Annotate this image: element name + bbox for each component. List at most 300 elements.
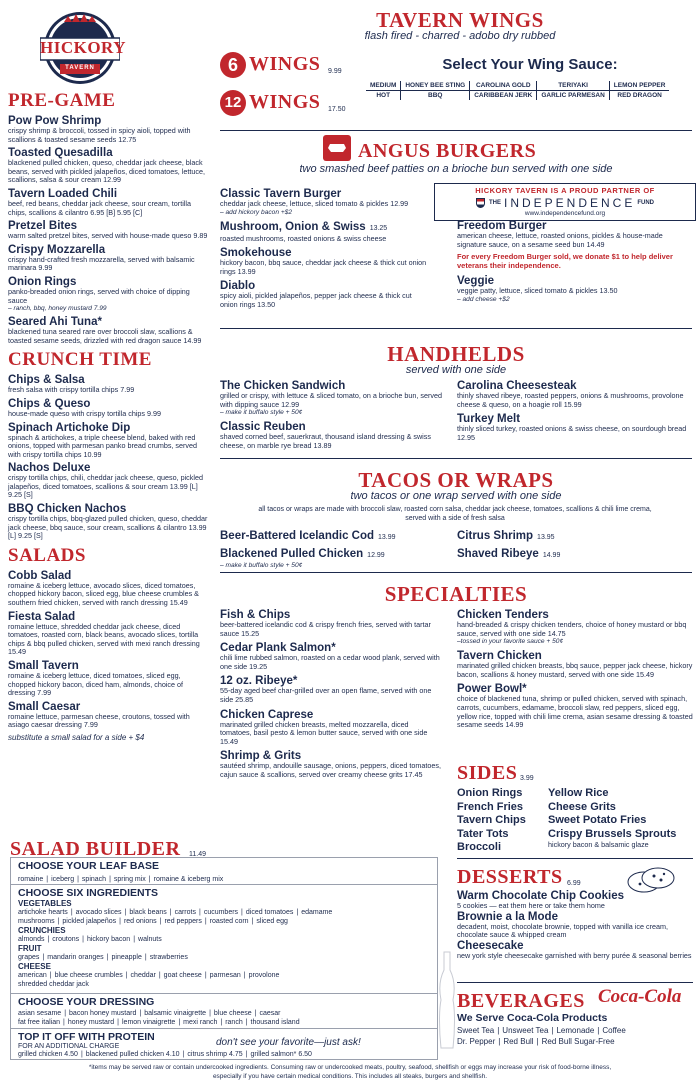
menu-item-desc: spinach & artichokes, a triple cheese blend, baked with red onions, topped with parmesan panko bread crumbs, served with crispy tortilla chips 10.99 — [8, 432, 197, 459]
menu-item — [8, 660, 208, 698]
separator: | — [106, 954, 109, 961]
menu-item — [8, 188, 208, 217]
salads-heading: SALADS — [8, 544, 86, 566]
dressing-title: CHOOSE YOUR DRESSING — [18, 996, 155, 1008]
flag-shield-icon — [476, 198, 485, 208]
separator: | — [159, 918, 162, 925]
twelve-count-badge: 12 — [220, 90, 246, 116]
beverage-item: Coffee — [602, 1026, 626, 1035]
desserts-list — [457, 890, 695, 960]
fruit-options — [18, 953, 430, 962]
option: edamame — [301, 909, 333, 916]
left-column — [8, 90, 208, 742]
menu-item — [457, 940, 695, 961]
menu-item-price: 13.25 — [369, 224, 388, 232]
menu-item-desc: panko-breaded onion rings, served with choice of dipping sauce — [8, 286, 190, 305]
option: mandarin oranges — [47, 954, 104, 961]
menu-item-note: – make it buffalo style + 50¢ — [220, 409, 303, 417]
menu-item — [457, 911, 695, 940]
sauce-option: TERIYAKI — [537, 81, 609, 91]
divider — [220, 328, 692, 329]
option: blue cheese crumbles — [54, 972, 123, 979]
menu-item-name: Classic Tavern Burger — [220, 188, 342, 200]
vegetables-label: VEGETABLES — [18, 899, 72, 908]
separator: | — [109, 876, 111, 883]
menu-item-name: Warm Chocolate Chip Cookies — [457, 890, 624, 902]
veggie-note: – add cheese +$2 — [457, 295, 510, 303]
menu-item-name: Diablo — [220, 280, 256, 293]
menu-item — [457, 683, 693, 729]
menu-item — [220, 750, 442, 779]
menu-item-name: Beer-Battered Icelandic Cod 13.99 — [220, 530, 396, 542]
beverage-item: Sweet Tea — [457, 1026, 495, 1035]
coca-cola-logo: Coca-Cola — [598, 986, 682, 1007]
option: pickled jalapeños — [62, 918, 117, 925]
separator: | — [80, 1051, 83, 1058]
menu-item — [8, 147, 208, 185]
option: provolone — [248, 972, 280, 979]
salad-builder-heading: SALAD BUILDER — [10, 838, 181, 860]
partner-line: HICKORY TAVERN IS A PROUD PARTNER OF — [475, 186, 655, 195]
beverage-item: Red Bull — [503, 1037, 534, 1046]
separator: | — [63, 1019, 65, 1026]
angus-beef-badge — [322, 134, 352, 162]
menu-item — [457, 548, 693, 562]
menu-item-name: The Chicken Sandwich — [220, 380, 346, 392]
menu-item-desc: hand-breaded & crispy chicken tenders, choice of honey mustard or bbq sauce, served with one side 14.75 — [457, 620, 687, 638]
menu-item-name: Crispy Mozzarella — [8, 243, 106, 256]
side-item: French Fries — [457, 800, 524, 813]
disclaimer-line-1: *items may be served raw or contain undercooked ingredients. Consuming raw or undercooked meats, poultry, seafood, shellfish or eggs may increase your risk of food-borne illness, — [88, 1064, 612, 1071]
menu-item-name: Turkey Melt — [457, 413, 521, 426]
sides-price: 3.99 — [520, 775, 534, 782]
menu-item — [8, 570, 208, 608]
menu-item-desc: hickory bacon, bbq sauce, cheddar jack cheese & thick cut onion rings 13.99 — [220, 258, 427, 276]
separator: | — [169, 909, 172, 916]
option: ranch — [225, 1019, 243, 1026]
menu-item — [8, 276, 208, 313]
menu-item — [220, 709, 442, 747]
menu-item-desc: crispy shrimp & broccoli, tossed in spicy aioli, topped with scallions & toasted sesame seeds 12.75 — [8, 126, 191, 144]
option: bacon honey mustard — [69, 1010, 137, 1017]
salad-substitute-note: substitute a small salad for a side + $4 — [8, 732, 145, 742]
handhelds-right-list — [457, 380, 693, 446]
option: parmesan — [209, 972, 241, 979]
option: lemon vinaigrette — [122, 1019, 176, 1026]
option: balsamic vinaigrette — [144, 1010, 207, 1017]
fruit-label: FRUIT — [18, 944, 42, 953]
hickory-tavern-logo — [40, 8, 127, 88]
crunchy-options — [18, 935, 430, 944]
separator: | — [254, 1010, 257, 1017]
menu-item-name: Cobb Salad — [8, 569, 72, 582]
menu-item — [8, 398, 208, 419]
beverage-item: Lemonade — [556, 1026, 595, 1035]
menu-item-name: Tavern Loaded Chili — [8, 187, 118, 200]
separator: | — [204, 918, 207, 925]
menu-item-desc: warm salted pretzel bites, served with house-made queso 9.89 — [8, 231, 208, 241]
desserts-heading: DESSERTS — [457, 866, 563, 888]
partner-logo-row — [435, 196, 695, 210]
cheese-options — [18, 971, 430, 980]
menu-item-desc: 5 cookies — eat them here or take them home — [457, 901, 605, 910]
menu-item-desc: beef, red beans, cheddar jack cheese, sour cream, tortilla chips, scallions & cilantro 6.95 [B] 5.95 [C] — [8, 198, 191, 217]
menu-item — [220, 221, 430, 244]
sauce-option: MEDIUM — [366, 81, 401, 91]
cheese-label: CHEESE — [18, 962, 51, 971]
separator: | — [536, 1037, 539, 1046]
separator: | — [204, 972, 207, 979]
separator: | — [144, 954, 147, 961]
menu-item — [220, 188, 430, 217]
menu-item — [457, 650, 693, 679]
freedom-pledge: For every Freedom Burger sold, we donate $1 to help deliver veterans their independence. — [457, 252, 673, 271]
option: cheddar — [130, 972, 156, 979]
menu-item-price: 13.99 — [378, 534, 396, 541]
menu-item — [8, 316, 208, 345]
menu-item-desc: chili lime rubbed salmon, roasted on a cedar wood plank, served with one side 19.25 — [220, 653, 440, 671]
menu-item-name: Blackened Pulled Chicken 12.99 — [220, 548, 385, 560]
handhelds-left-list — [220, 380, 442, 454]
six-wings-label: WINGS — [249, 53, 321, 75]
option: romaine — [18, 876, 44, 883]
partner-fund: FUND — [637, 200, 655, 206]
menu-item — [8, 374, 208, 395]
crunch-list — [8, 374, 208, 541]
menu-item-name: BBQ Chicken Nachos — [8, 503, 127, 516]
freedom-burger-desc: american cheese, lettuce, roasted onions, pickles & house-made signature sauce, on a sesame seed bun 14.49 — [457, 231, 663, 249]
option: asian sesame — [18, 1010, 62, 1017]
option: american — [18, 972, 47, 979]
option: romaine & iceberg mix — [153, 876, 224, 883]
separator: | — [42, 954, 45, 961]
separator: | — [498, 1037, 501, 1046]
option: pineapple — [111, 954, 142, 961]
angus-left-list — [220, 188, 430, 314]
separator: | — [243, 972, 246, 979]
beverage-item: Red Bull Sugar-Free — [541, 1037, 615, 1046]
beverages-heading: BEVERAGES — [457, 990, 585, 1012]
wing-sauce-heading: Select Your Wing Sauce: — [442, 56, 618, 73]
separator: | — [296, 909, 299, 916]
option: blackened pulled chicken 4.10 — [85, 1051, 180, 1058]
menu-item-desc: crispy tortilla chips, bbq-glazed pulled chicken, queso, cheddar jack cheese, bbq sauce, sour cream, scallions & cilantro 13.99 [L] 9.25 [S] — [8, 514, 208, 541]
separator: | — [220, 1019, 223, 1026]
option: spring mix — [113, 876, 146, 883]
leaf-base-box — [10, 857, 438, 885]
cheese-option-extra: shredded cheddar jack — [18, 981, 89, 988]
menu-item-name: 12 oz. Ribeye* — [220, 675, 298, 688]
sauce-option: LEMON PEPPER — [609, 81, 669, 91]
veggie-name: Veggie — [457, 275, 495, 288]
veggie-burger — [457, 275, 693, 304]
separator: | — [158, 972, 161, 979]
menu-item-name: Pow Pow Shrimp — [8, 115, 102, 127]
separator: | — [139, 1010, 142, 1017]
menu-item-name: Cedar Plank Salmon* — [220, 642, 336, 655]
veggie-desc: veggie patty, lettuce, sliced tomato & pickles 13.50 — [457, 286, 618, 296]
separator: | — [209, 1010, 211, 1017]
menu-item-desc: decadent, moist, chocolate brownie, topped with vanilla ice cream, chocolate sauce & whipped cream — [457, 921, 668, 940]
menu-item — [8, 220, 208, 241]
brussels-note: hickory bacon & balsamic glaze — [548, 840, 649, 849]
menu-item-desc: choice of blackened tuna, shrimp or pulled chicken, served with spinach, carrots, cucumbers, edamame, broccoli slaw, red peppers, sliced egg, yellow rice, topped with chili lime crema, asian sesame dressing & toasted sesame seeds 14.99 — [457, 694, 693, 730]
menu-item — [220, 609, 442, 638]
option: honey mustard — [67, 1019, 115, 1026]
tacos-right-list — [457, 530, 693, 566]
option: hickory bacon — [86, 936, 131, 943]
twelve-wings-price: 17.50 — [328, 106, 346, 113]
menu-item-desc: fresh salsa with crispy tortilla chips 7.99 — [8, 385, 135, 395]
menu-item-desc: romaine & iceberg lettuce, avocado slices, diced tomatoes, chopped hickory bacon, sliced egg, blue cheese crumbles & southern fried chicken, served with ranch dressing 15.49 — [8, 580, 199, 608]
divider — [220, 572, 692, 573]
dressing-box — [10, 993, 438, 1029]
menu-item-price: 12.99 — [367, 552, 385, 559]
option: cucumbers — [203, 909, 239, 916]
menu-item-name: Shrimp & Grits — [220, 750, 302, 763]
menu-item-name: Smokehouse — [220, 247, 292, 260]
tacos-heading: TACOS OR WRAPS — [358, 468, 554, 492]
separator: | — [125, 972, 128, 979]
menu-item — [220, 548, 442, 570]
separator: | — [117, 1019, 119, 1026]
beverage-row — [457, 1025, 626, 1036]
option: goat cheese — [163, 972, 202, 979]
menu-item-name: Small Caesar — [8, 700, 81, 713]
ingredients-box — [10, 884, 438, 994]
menu-item-desc: romaine lettuce, shredded cheddar jack cheese, diced tomatoes, roasted corn, black beans, avocado slices, tortilla chips & bbq pulled chicken, served with mexi ranch dressing 15.49 — [8, 621, 200, 657]
handhelds-subtitle: served with one side — [405, 364, 507, 376]
bottle-outline-icon — [437, 950, 457, 1050]
separator: | — [49, 972, 52, 979]
sauce-option: RED DRAGON — [617, 92, 662, 99]
menu-item-name: Chips & Queso — [8, 397, 91, 410]
menu-item-name: Seared Ahi Tuna* — [8, 316, 102, 329]
specialties-right-list — [457, 609, 693, 734]
separator: | — [133, 936, 136, 943]
separator: | — [245, 1019, 248, 1026]
beverage-row — [457, 1036, 626, 1047]
angus-burgers-heading: ANGUS BURGERS — [358, 140, 537, 162]
menu-item — [220, 280, 430, 309]
menu-item — [457, 380, 693, 409]
beverage-rows — [457, 1025, 626, 1047]
six-count-badge: 6 — [220, 52, 246, 78]
sauce-row-1 — [366, 81, 669, 91]
crunch-time-heading: CRUNCH TIME — [8, 349, 152, 371]
menu-item-name: Brownie a la Mode — [457, 910, 558, 923]
option: red peppers — [164, 918, 202, 925]
menu-item — [8, 115, 208, 144]
menu-item-name: Pretzel Bites — [8, 220, 78, 233]
leaf-base-title: CHOOSE YOUR LEAF BASE — [18, 860, 159, 872]
vegetable-options — [18, 908, 430, 917]
option: citrus shrimp 4.75 — [187, 1051, 243, 1058]
menu-item-name: Power Bowl* — [457, 683, 527, 696]
menu-item-price: 14.99 — [542, 552, 561, 559]
menu-item-desc: spicy aioli, pickled jalapeños, pepper jack cheese & thick cut onion rings 13.50 — [220, 291, 412, 309]
salad-builder-price: 11.49 — [189, 851, 206, 858]
menu-item — [457, 413, 693, 442]
specialties-left-list — [220, 609, 442, 784]
menu-item-name: Classic Reuben — [220, 421, 306, 434]
menu-item-name: Cheesecake — [457, 939, 524, 952]
sauce-option: CAROLINA GOLD — [470, 81, 537, 91]
separator: | — [182, 1051, 185, 1058]
menu-item-desc: romaine & iceberg lettuce, diced tomatoes, sliced egg, chopped hickory bacon, diced ham, almonds, choice of dressing 7.99 — [8, 671, 183, 698]
menu-item-name: Carolina Cheesesteak — [457, 380, 577, 392]
menu-item-desc: crispy hand-crafted fresh mozzarella, served with balsamic marinara 9.99 — [8, 254, 195, 273]
menu-item-desc: thinly sliced turkey, roasted onions & swiss cheese, on sourdough bread 12.95 — [457, 424, 687, 442]
menu-item — [8, 611, 208, 657]
menu-item-name: Fiesta Salad — [8, 610, 76, 623]
option: mexi ranch — [183, 1019, 218, 1026]
menu-item-desc: grilled or crispy, with lettuce & sliced tomato, on a brioche bun, served with dipping sauce 12.99 — [220, 391, 442, 409]
option: croutons — [52, 936, 80, 943]
side-item: Sweet Potato Fries — [548, 814, 647, 826]
separator: | — [46, 876, 49, 883]
menu-item — [8, 422, 208, 460]
menu-item — [8, 503, 208, 541]
separator: | — [57, 918, 60, 925]
menu-item-desc: crispy tortilla chips, chili, cheddar jack cheese, queso, pickled jalapeños, diced tomatoes, scallions & sour cream 13.99 [L] 9.25 [S] — [8, 473, 203, 500]
wing-sauce-table — [366, 81, 669, 100]
side-item: Cheese Grits — [548, 800, 616, 813]
vegetable-options-2 — [18, 917, 430, 926]
option: sliced egg — [256, 918, 288, 925]
separator: | — [551, 1026, 554, 1035]
protein-options — [18, 1050, 430, 1059]
angus-subtitle: two smashed beef patties on a brioche bun served with one side — [299, 163, 613, 175]
option: mushrooms — [18, 918, 55, 925]
option: iceberg — [51, 876, 75, 883]
menu-item-desc: blackened tuna seared rare over broccoli slaw, scallions & toasted sesame seeds, drizzled with red dragon sauce 14.99 — [8, 327, 202, 345]
separator: | — [148, 876, 151, 883]
menu-item-name: Chicken Caprese — [220, 708, 314, 721]
option: artichoke hearts — [18, 909, 68, 916]
menu-item-price: 13.95 — [537, 534, 555, 541]
menu-item-desc: house-made queso with crispy tortilla chips 9.99 — [8, 408, 162, 418]
menu-item-desc: marinated grilled chicken breasts, melted mozzarella, diced tomatoes, basil pesto & lemon butter sauce, served with one side 15.49 — [220, 719, 428, 746]
beverages-serve: We Serve Coca-Cola Products — [457, 1012, 608, 1024]
crunchies-label: CRUNCHIES — [18, 926, 66, 935]
menu-item-name: Chicken Tenders — [457, 609, 549, 621]
menu-item-desc: 55-day aged beef char-grilled over an open flame, served with one side 25.85 — [220, 686, 432, 704]
partner-url[interactable]: www.independencefund.org — [524, 210, 606, 217]
option: strawberries — [149, 954, 188, 961]
side-item: Crispy Brussels Sprouts — [548, 827, 677, 840]
sides-heading: SIDES — [457, 762, 518, 784]
partner-name: INDEPENDENCE — [503, 196, 636, 210]
menu-item — [220, 247, 430, 276]
menu-item — [220, 675, 442, 704]
separator: | — [178, 1019, 181, 1026]
menu-item-desc: romaine lettuce, parmesan cheese, croutons, tossed with asiago caesar dressing 7.99 — [8, 711, 190, 730]
separator: | — [77, 876, 79, 883]
option: carrots — [174, 909, 196, 916]
option: spinach — [81, 876, 107, 883]
menu-item-name: Mushroom, Onion & Swiss 13.25 — [220, 220, 388, 233]
twelve-wings-label: WINGS — [249, 91, 321, 113]
sauce-option: GARLIC PARMESAN — [537, 91, 609, 101]
handhelds-heading: HANDHELDS — [387, 342, 525, 366]
logo-subtext: TAVERN — [65, 65, 95, 71]
menu-item — [8, 244, 208, 273]
menu-item-desc: blackened pulled chicken, queso, cheddar jack cheese, black beans, served with pickled jalapeños, diced tomatoes, lettuce, scallions, salsa & sour cream 12.99 — [8, 158, 205, 185]
option: black beans — [129, 909, 167, 916]
option: grilled chicken 4.50 — [18, 1051, 78, 1058]
tacos-note: all tacos or wraps are made with broccoli slaw, roasted corn salsa, cheddar jack cheese, tomatoes, scallions & chili lime crema, served with a side of fresh salsa — [258, 506, 652, 522]
menu-item-desc: shaved corned beef, sauerkraut, thousand island dressing & swiss cheese, on marble rye bread 13.89 — [220, 432, 431, 450]
menu-item-name: Tavern Chicken — [457, 650, 542, 663]
protein-box — [10, 1028, 438, 1060]
tacos-subtitle: two tacos or one wrap served with one side — [350, 490, 562, 502]
divider — [220, 458, 692, 459]
separator: | — [70, 909, 73, 916]
option: fat free italian — [18, 1019, 61, 1026]
beverage-item: Unsweet Tea — [502, 1026, 549, 1035]
menu-item-desc: thinly shaved ribeye, roasted peppers, onions & mushrooms, provolone cheese & queso, on a hoagie roll 15.99 — [457, 391, 684, 409]
pregame-list — [8, 115, 208, 345]
menu-item — [457, 609, 693, 646]
menu-item-desc: cheddar jack cheese, lettuce, sliced tomato & pickles 12.99 — [220, 199, 409, 208]
sauce-option: BBQ — [401, 91, 470, 101]
separator: | — [497, 1026, 500, 1035]
side-item: Tavern Chips — [457, 814, 526, 826]
menu-item — [8, 701, 208, 730]
option: thousand island — [250, 1019, 300, 1026]
footer-disclaimer — [0, 1063, 700, 1081]
partner-the: THE — [488, 200, 501, 206]
dressing-options-1 — [18, 1009, 430, 1018]
side-item: Yellow Rice — [548, 787, 609, 799]
protein-subtitle: FOR AN ADDITIONAL CHARGE — [18, 1043, 120, 1050]
side-item: Onion Rings — [457, 787, 523, 799]
option: diced tomatoes — [245, 909, 294, 916]
sauce-option: HOT — [366, 91, 401, 101]
menu-item-name: Citrus Shrimp 13.95 — [457, 530, 555, 542]
menu-item-desc: marinated grilled chicken breasts, bbq sauce, pepper jack cheese, hickory bacon, scallions & honey mustard, served with one side 15.49 — [457, 661, 693, 679]
separator: | — [198, 909, 201, 916]
divider — [457, 858, 693, 859]
six-wings-price: 9.99 — [328, 68, 342, 75]
dressing-options-2 — [18, 1018, 430, 1027]
option: red onions — [123, 918, 157, 925]
option: grapes — [18, 954, 40, 961]
ingredients-title: CHOOSE SIX INGREDIENTS — [18, 887, 159, 899]
freedom-burger-name: Freedom Burger — [457, 220, 547, 232]
tavern-wings-subtitle: flash fired - charred - adobo dry rubbed — [364, 30, 556, 42]
pregame-heading: PRE-GAME — [8, 90, 116, 111]
menu-item-name: Small Tavern — [8, 660, 79, 672]
option: grilled salmon* 6.50 — [250, 1051, 312, 1058]
separator: | — [82, 936, 84, 943]
menu-item-name: Fish & Chips — [220, 609, 291, 621]
sides-left-list — [457, 787, 547, 855]
disclaimer-line-2: especially if you have certain medical conditions. This includes all steaks, burgers and shellfish. — [212, 1073, 488, 1080]
dont-forget-note: don't see your favorite—just ask! — [216, 1037, 361, 1048]
divider — [457, 982, 693, 983]
menu-item — [220, 642, 442, 671]
menu-item-name: Shaved Ribeye 14.99 — [457, 548, 561, 560]
menu-item-name: Toasted Quesadilla — [8, 147, 113, 160]
menu-item — [457, 890, 695, 911]
menu-item-note: – add hickory bacon +$2 — [220, 208, 293, 216]
leaf-options — [18, 875, 430, 884]
menu-item-desc: new york style cheesecake garnished with berry purée & seasonal berries — [457, 950, 692, 960]
logo-wordmark: HICKORY — [40, 38, 127, 57]
sauce-row-2 — [366, 91, 669, 101]
